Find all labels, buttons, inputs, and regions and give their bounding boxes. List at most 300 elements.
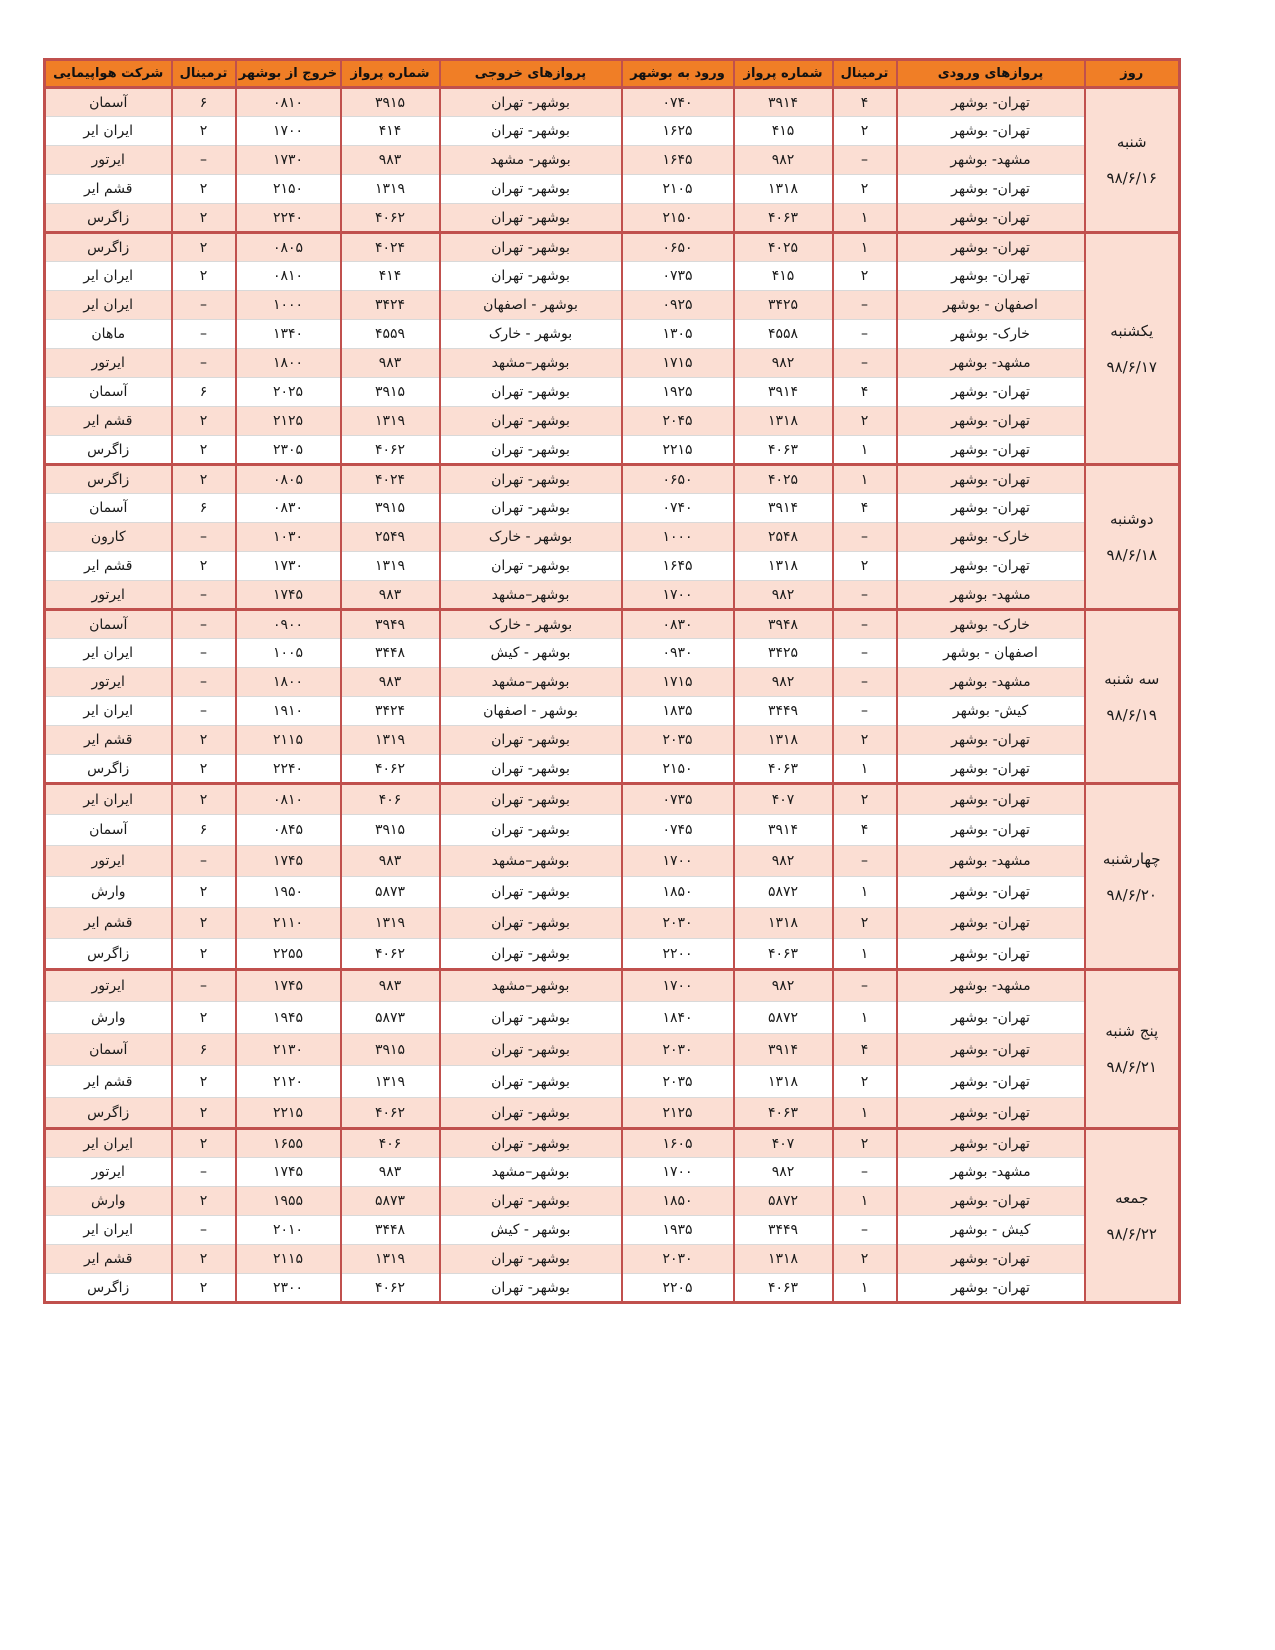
arrival-terminal-cell: ۲ bbox=[833, 552, 897, 581]
table-row bbox=[45, 407, 1180, 436]
departure-time-cell: ۱۷۰۰ bbox=[236, 117, 341, 146]
departure-route-cell: بوشهر–مشهد bbox=[440, 1158, 622, 1187]
day-cell bbox=[1085, 1129, 1180, 1303]
airline-cell: ایرتور bbox=[45, 1158, 172, 1187]
arrival-route-cell: تهران- بوشهر bbox=[897, 204, 1085, 233]
departure-time-cell: ۰۸۴۵ bbox=[236, 815, 341, 846]
departure-time-cell: ۱۸۰۰ bbox=[236, 349, 341, 378]
arrival-route-cell: خارک- بوشهر bbox=[897, 610, 1085, 639]
arrival-route-cell: اصفهان - بوشهر bbox=[897, 291, 1085, 320]
arrival-time-cell: ۲۰۴۵ bbox=[622, 407, 734, 436]
day-name: سه شنبه bbox=[1104, 669, 1160, 688]
airline-cell: زاگرس bbox=[45, 233, 172, 262]
departure-terminal-cell: ۲ bbox=[172, 1129, 236, 1158]
arrival-time-cell: ۱۰۰۰ bbox=[622, 523, 734, 552]
departure-flight-number-cell: ۴۰۶۲ bbox=[341, 204, 440, 233]
arrival-terminal-cell: ۱ bbox=[833, 436, 897, 465]
airline-cell: آسمان bbox=[45, 610, 172, 639]
departure-flight-number-cell: ۴۰۶ bbox=[341, 784, 440, 815]
departure-time-cell: ۱۷۴۵ bbox=[236, 846, 341, 877]
day-name: پنج شنبه bbox=[1105, 1022, 1159, 1040]
arrival-time-cell: ۲۰۳۰ bbox=[622, 1034, 734, 1066]
departure-route-cell: بوشهر- تهران bbox=[440, 1245, 622, 1274]
arrival-flight-number-cell: ۹۸۲ bbox=[734, 581, 833, 610]
departure-time-cell: ۲۱۱۵ bbox=[236, 726, 341, 755]
arrival-terminal-cell: ۲ bbox=[833, 784, 897, 815]
arrival-time-cell: ۱۷۰۰ bbox=[622, 1158, 734, 1187]
arrival-flight-number-cell: ۴۰۲۵ bbox=[734, 233, 833, 262]
departure-flight-number-cell: ۴۰۶۲ bbox=[341, 436, 440, 465]
departure-terminal-cell: – bbox=[172, 639, 236, 668]
table-row bbox=[45, 320, 1180, 349]
arrival-terminal-cell: – bbox=[833, 1158, 897, 1187]
departure-route-cell: بوشهر- تهران bbox=[440, 233, 622, 262]
departure-route-cell: بوشهر - خارک bbox=[440, 610, 622, 639]
table-row bbox=[45, 291, 1180, 320]
arrival-route-cell: تهران- بوشهر bbox=[897, 726, 1085, 755]
departure-terminal-cell: ۲ bbox=[172, 262, 236, 291]
arrival-route-cell: تهران- بوشهر bbox=[897, 436, 1085, 465]
departure-route-cell: بوشهر- تهران bbox=[440, 175, 622, 204]
arrival-flight-number-cell: ۱۳۱۸ bbox=[734, 552, 833, 581]
departure-time-cell: ۲۲۵۵ bbox=[236, 939, 341, 970]
departure-time-cell: ۱۰۳۰ bbox=[236, 523, 341, 552]
departure-time-cell: ۲۰۲۵ bbox=[236, 378, 341, 407]
airline-cell: آسمان bbox=[45, 494, 172, 523]
arrival-time-cell: ۲۲۱۵ bbox=[622, 436, 734, 465]
arrival-time-cell: ۲۰۳۰ bbox=[622, 908, 734, 939]
departure-flight-number-cell: ۳۹۱۵ bbox=[341, 494, 440, 523]
arrival-route-cell: تهران- بوشهر bbox=[897, 1034, 1085, 1066]
arrival-terminal-cell: ۲ bbox=[833, 175, 897, 204]
arrival-terminal-cell: ۴ bbox=[833, 88, 897, 117]
arrival-time-cell: ۰۹۳۰ bbox=[622, 639, 734, 668]
departure-time-cell: ۰۸۰۵ bbox=[236, 465, 341, 494]
airline-cell: ایران ایر bbox=[45, 784, 172, 815]
departure-terminal-cell: ۲ bbox=[172, 939, 236, 970]
table-row bbox=[45, 117, 1180, 146]
table-row bbox=[45, 726, 1180, 755]
arrival-time-cell: ۱۶۴۵ bbox=[622, 146, 734, 175]
departure-route-cell: بوشهر- تهران bbox=[440, 1274, 622, 1303]
departure-terminal-cell: – bbox=[172, 581, 236, 610]
day-name: چهارشنبه bbox=[1102, 849, 1161, 868]
arrival-route-cell: مشهد- بوشهر bbox=[897, 1158, 1085, 1187]
arrival-route-cell: مشهد- بوشهر bbox=[897, 349, 1085, 378]
arrival-flight-number-cell: ۳۴۲۵ bbox=[734, 291, 833, 320]
departure-time-cell: ۱۹۵۵ bbox=[236, 1187, 341, 1216]
departure-time-cell: ۱۳۴۰ bbox=[236, 320, 341, 349]
arrival-time-cell: ۱۷۰۰ bbox=[622, 581, 734, 610]
airline-cell: ایران ایر bbox=[45, 291, 172, 320]
arrival-route-cell: تهران- بوشهر bbox=[897, 1129, 1085, 1158]
arrival-terminal-cell: ۲ bbox=[833, 1245, 897, 1274]
departure-terminal-cell: – bbox=[172, 320, 236, 349]
table-row bbox=[45, 877, 1180, 908]
departure-time-cell: ۰۸۱۰ bbox=[236, 784, 341, 815]
arrival-flight-number-cell: ۱۳۱۸ bbox=[734, 908, 833, 939]
departure-terminal-cell: ۲ bbox=[172, 1098, 236, 1129]
airline-cell: وارش bbox=[45, 1187, 172, 1216]
airline-cell: ایران ایر bbox=[45, 697, 172, 726]
arrival-time-cell: ۰۷۴۰ bbox=[622, 88, 734, 117]
arrival-terminal-cell: ۲ bbox=[833, 262, 897, 291]
departure-route-cell: بوشهر–مشهد bbox=[440, 846, 622, 877]
arrival-flight-number-cell: ۹۸۲ bbox=[734, 146, 833, 175]
departure-terminal-cell: ۲ bbox=[172, 1274, 236, 1303]
departure-route-cell: بوشهر- تهران bbox=[440, 784, 622, 815]
arrival-time-cell: ۱۹۳۵ bbox=[622, 1216, 734, 1245]
table-row bbox=[45, 815, 1180, 846]
departure-flight-number-cell: ۳۴۴۸ bbox=[341, 1216, 440, 1245]
arrival-flight-number-cell: ۱۳۱۸ bbox=[734, 1066, 833, 1098]
arrival-time-cell: ۰۷۳۵ bbox=[622, 262, 734, 291]
departure-time-cell: ۲۳۰۵ bbox=[236, 436, 341, 465]
arrival-terminal-cell: ۱ bbox=[833, 1098, 897, 1129]
table-row bbox=[45, 146, 1180, 175]
arrival-terminal-cell: ۱ bbox=[833, 1187, 897, 1216]
table-row bbox=[45, 262, 1180, 291]
departure-route-cell: بوشهر- تهران bbox=[440, 262, 622, 291]
departure-terminal-cell: ۲ bbox=[172, 784, 236, 815]
day-cell bbox=[1085, 784, 1180, 970]
airline-cell: آسمان bbox=[45, 88, 172, 117]
departure-route-cell: بوشهر - کیش bbox=[440, 1216, 622, 1245]
table-row bbox=[45, 1129, 1180, 1158]
table-row bbox=[45, 1187, 1180, 1216]
departure-flight-number-cell: ۹۸۳ bbox=[341, 146, 440, 175]
arrival-route-cell: مشهد- بوشهر bbox=[897, 668, 1085, 697]
airline-cell: زاگرس bbox=[45, 1098, 172, 1129]
header-departure-terminal: ترمینال bbox=[172, 60, 236, 88]
arrival-route-cell: کیش- بوشهر bbox=[897, 697, 1085, 726]
airline-cell: ایرتور bbox=[45, 146, 172, 175]
departure-terminal-cell: ۲ bbox=[172, 908, 236, 939]
table-row bbox=[45, 1098, 1180, 1129]
arrival-route-cell: کیش - بوشهر bbox=[897, 1216, 1085, 1245]
day-name: دوشنبه bbox=[1109, 510, 1154, 528]
arrival-time-cell: ۱۷۱۵ bbox=[622, 668, 734, 697]
departure-flight-number-cell: ۱۳۱۹ bbox=[341, 726, 440, 755]
table-row bbox=[45, 939, 1180, 970]
departure-terminal-cell: ۲ bbox=[172, 233, 236, 262]
arrival-route-cell: تهران- بوشهر bbox=[897, 877, 1085, 908]
departure-time-cell: ۱۹۴۵ bbox=[236, 1002, 341, 1034]
arrival-terminal-cell: ۲ bbox=[833, 726, 897, 755]
departure-route-cell: بوشهر–مشهد bbox=[440, 970, 622, 1002]
arrival-flight-number-cell: ۱۳۱۸ bbox=[734, 726, 833, 755]
departure-time-cell: ۰۸۱۰ bbox=[236, 262, 341, 291]
day-cell bbox=[1085, 233, 1180, 465]
arrival-terminal-cell: ۲ bbox=[833, 117, 897, 146]
airline-cell: زاگرس bbox=[45, 939, 172, 970]
arrival-terminal-cell: – bbox=[833, 146, 897, 175]
departure-flight-number-cell: ۳۴۴۸ bbox=[341, 639, 440, 668]
departure-route-cell: بوشهر - خارک bbox=[440, 320, 622, 349]
departure-route-cell: بوشهر - خارک bbox=[440, 523, 622, 552]
arrival-time-cell: ۲۰۳۵ bbox=[622, 726, 734, 755]
arrival-flight-number-cell: ۳۹۱۴ bbox=[734, 1034, 833, 1066]
arrival-flight-number-cell: ۱۳۱۸ bbox=[734, 175, 833, 204]
day-cell bbox=[1085, 970, 1180, 1129]
arrival-terminal-cell: – bbox=[833, 846, 897, 877]
table-row bbox=[45, 581, 1180, 610]
arrival-route-cell: تهران- بوشهر bbox=[897, 1098, 1085, 1129]
arrival-route-cell: تهران- بوشهر bbox=[897, 1002, 1085, 1034]
arrival-terminal-cell: – bbox=[833, 523, 897, 552]
departure-time-cell: ۲۳۰۰ bbox=[236, 1274, 341, 1303]
airline-cell: زاگرس bbox=[45, 465, 172, 494]
arrival-route-cell: تهران- بوشهر bbox=[897, 88, 1085, 117]
departure-route-cell: بوشهر- تهران bbox=[440, 436, 622, 465]
table-row bbox=[45, 1034, 1180, 1066]
schedule-body bbox=[45, 88, 1180, 1303]
departure-route-cell: بوشهر - اصفهان bbox=[440, 697, 622, 726]
table-row bbox=[45, 494, 1180, 523]
departure-route-cell: بوشهر–مشهد bbox=[440, 349, 622, 378]
departure-terminal-cell: ۲ bbox=[172, 465, 236, 494]
arrival-flight-number-cell: ۴۰۶۳ bbox=[734, 939, 833, 970]
departure-time-cell: ۰۸۰۵ bbox=[236, 233, 341, 262]
departure-route-cell: بوشهر- تهران bbox=[440, 117, 622, 146]
arrival-terminal-cell: ۱ bbox=[833, 1002, 897, 1034]
airline-cell: آسمان bbox=[45, 1034, 172, 1066]
airline-cell: زاگرس bbox=[45, 204, 172, 233]
departure-time-cell: ۲۱۵۰ bbox=[236, 175, 341, 204]
table-row bbox=[45, 1066, 1180, 1098]
arrival-flight-number-cell: ۱۳۱۸ bbox=[734, 1245, 833, 1274]
departure-route-cell: بوشهر- تهران bbox=[440, 88, 622, 117]
departure-time-cell: ۱۰۰۵ bbox=[236, 639, 341, 668]
day-date: ۹۸/۶/۱۷ bbox=[1106, 357, 1157, 376]
arrival-flight-number-cell: ۹۸۲ bbox=[734, 970, 833, 1002]
day-cell bbox=[1085, 88, 1180, 233]
departure-time-cell: ۰۸۳۰ bbox=[236, 494, 341, 523]
arrival-route-cell: اصفهان - بوشهر bbox=[897, 639, 1085, 668]
departure-flight-number-cell: ۹۸۳ bbox=[341, 349, 440, 378]
table-row bbox=[45, 846, 1180, 877]
departure-flight-number-cell: ۵۸۷۳ bbox=[341, 877, 440, 908]
arrival-flight-number-cell: ۴۰۶۳ bbox=[734, 1098, 833, 1129]
arrival-time-cell: ۰۷۴۵ bbox=[622, 815, 734, 846]
table-row bbox=[45, 1002, 1180, 1034]
departure-terminal-cell: ۶ bbox=[172, 1034, 236, 1066]
day-cell bbox=[1085, 610, 1180, 784]
arrival-flight-number-cell: ۳۴۲۵ bbox=[734, 639, 833, 668]
day-name: جمعه bbox=[1115, 1188, 1149, 1207]
departure-flight-number-cell: ۹۸۳ bbox=[341, 581, 440, 610]
departure-route-cell: بوشهر- تهران bbox=[440, 1066, 622, 1098]
arrival-route-cell: تهران- بوشهر bbox=[897, 1187, 1085, 1216]
arrival-flight-number-cell: ۳۹۱۴ bbox=[734, 494, 833, 523]
table-row bbox=[45, 784, 1180, 815]
arrival-route-cell: تهران- بوشهر bbox=[897, 378, 1085, 407]
arrival-time-cell: ۰۹۲۵ bbox=[622, 291, 734, 320]
departure-terminal-cell: – bbox=[172, 1216, 236, 1245]
day-date: ۹۸/۶/۱۸ bbox=[1106, 546, 1157, 564]
arrival-terminal-cell: ۴ bbox=[833, 378, 897, 407]
header-arrival-route: پروازهای ورودی bbox=[897, 60, 1085, 88]
arrival-time-cell: ۱۸۵۰ bbox=[622, 1187, 734, 1216]
airline-cell: ایران ایر bbox=[45, 1129, 172, 1158]
departure-terminal-cell: ۶ bbox=[172, 378, 236, 407]
departure-route-cell: بوشهر- تهران bbox=[440, 755, 622, 784]
airline-cell: قشم ایر bbox=[45, 1066, 172, 1098]
airline-cell: ماهان bbox=[45, 320, 172, 349]
arrival-terminal-cell: ۴ bbox=[833, 1034, 897, 1066]
departure-route-cell: بوشهر- تهران bbox=[440, 908, 622, 939]
departure-time-cell: ۱۸۰۰ bbox=[236, 668, 341, 697]
header-arrival-flight-number: شماره پرواز bbox=[734, 60, 833, 88]
departure-flight-number-cell: ۴۰۶۲ bbox=[341, 939, 440, 970]
arrival-flight-number-cell: ۴۱۵ bbox=[734, 117, 833, 146]
arrival-terminal-cell: – bbox=[833, 291, 897, 320]
arrival-time-cell: ۱۶۰۵ bbox=[622, 1129, 734, 1158]
table-row bbox=[45, 1158, 1180, 1187]
departure-route-cell: بوشهر - کیش bbox=[440, 639, 622, 668]
arrival-route-cell: تهران- بوشهر bbox=[897, 1274, 1085, 1303]
arrival-flight-number-cell: ۴۰۷ bbox=[734, 1129, 833, 1158]
departure-time-cell: ۲۱۲۵ bbox=[236, 407, 341, 436]
departure-terminal-cell: – bbox=[172, 349, 236, 378]
day-cell bbox=[1085, 465, 1180, 610]
arrival-route-cell: مشهد- بوشهر bbox=[897, 970, 1085, 1002]
departure-flight-number-cell: ۳۹۱۵ bbox=[341, 815, 440, 846]
departure-route-cell: بوشهر- تهران bbox=[440, 1034, 622, 1066]
day-date: ۹۸/۶/۲۰ bbox=[1106, 885, 1157, 904]
arrival-time-cell: ۱۶۴۵ bbox=[622, 552, 734, 581]
arrival-terminal-cell: – bbox=[833, 349, 897, 378]
departure-time-cell: ۲۱۱۰ bbox=[236, 908, 341, 939]
departure-flight-number-cell: ۱۳۱۹ bbox=[341, 1066, 440, 1098]
arrival-flight-number-cell: ۳۹۱۴ bbox=[734, 88, 833, 117]
departure-route-cell: بوشهر- تهران bbox=[440, 494, 622, 523]
arrival-flight-number-cell: ۴۰۷ bbox=[734, 784, 833, 815]
arrival-flight-number-cell: ۱۳۱۸ bbox=[734, 407, 833, 436]
departure-flight-number-cell: ۹۸۳ bbox=[341, 970, 440, 1002]
table-row bbox=[45, 1245, 1180, 1274]
arrival-route-cell: تهران- بوشهر bbox=[897, 1066, 1085, 1098]
arrival-flight-number-cell: ۹۸۲ bbox=[734, 1158, 833, 1187]
table-row bbox=[45, 610, 1180, 639]
arrival-terminal-cell: – bbox=[833, 581, 897, 610]
flight-schedule-table bbox=[43, 58, 1181, 1304]
arrival-time-cell: ۲۲۰۵ bbox=[622, 1274, 734, 1303]
departure-time-cell: ۱۷۳۰ bbox=[236, 552, 341, 581]
departure-time-cell: ۱۷۴۵ bbox=[236, 970, 341, 1002]
departure-route-cell: بوشهر- تهران bbox=[440, 726, 622, 755]
arrival-time-cell: ۰۷۴۰ bbox=[622, 494, 734, 523]
airline-cell: قشم ایر bbox=[45, 726, 172, 755]
arrival-route-cell: تهران- بوشهر bbox=[897, 784, 1085, 815]
departure-route-cell: بوشهر- تهران bbox=[440, 1098, 622, 1129]
airline-cell: ایرتور bbox=[45, 581, 172, 610]
departure-terminal-cell: ۲ bbox=[172, 877, 236, 908]
arrival-time-cell: ۲۰۳۰ bbox=[622, 1245, 734, 1274]
departure-terminal-cell: – bbox=[172, 610, 236, 639]
header-day: روز bbox=[1085, 60, 1180, 88]
airline-cell: ایرتور bbox=[45, 349, 172, 378]
arrival-flight-number-cell: ۹۸۲ bbox=[734, 668, 833, 697]
departure-time-cell: ۲۱۲۰ bbox=[236, 1066, 341, 1098]
departure-route-cell: بوشهر- تهران bbox=[440, 204, 622, 233]
arrival-route-cell: تهران- بوشهر bbox=[897, 755, 1085, 784]
arrival-route-cell: خارک- بوشهر bbox=[897, 523, 1085, 552]
departure-route-cell: بوشهر- تهران bbox=[440, 1129, 622, 1158]
header-arrival-terminal: ترمینال bbox=[833, 60, 897, 88]
arrival-time-cell: ۰۶۵۰ bbox=[622, 233, 734, 262]
arrival-terminal-cell: ۲ bbox=[833, 1129, 897, 1158]
airline-cell: آسمان bbox=[45, 378, 172, 407]
airline-cell: کارون bbox=[45, 523, 172, 552]
departure-flight-number-cell: ۱۳۱۹ bbox=[341, 1245, 440, 1274]
departure-terminal-cell: ۲ bbox=[172, 755, 236, 784]
arrival-terminal-cell: – bbox=[833, 639, 897, 668]
arrival-time-cell: ۰۸۳۰ bbox=[622, 610, 734, 639]
departure-route-cell: بوشهر- مشهد bbox=[440, 146, 622, 175]
departure-time-cell: ۲۲۴۰ bbox=[236, 204, 341, 233]
arrival-terminal-cell: – bbox=[833, 610, 897, 639]
departure-time-cell: ۱۹۱۰ bbox=[236, 697, 341, 726]
table-row bbox=[45, 639, 1180, 668]
airline-cell: قشم ایر bbox=[45, 407, 172, 436]
arrival-route-cell: تهران- بوشهر bbox=[897, 939, 1085, 970]
departure-flight-number-cell: ۴۰۶ bbox=[341, 1129, 440, 1158]
arrival-terminal-cell: ۴ bbox=[833, 815, 897, 846]
arrival-terminal-cell: ۴ bbox=[833, 494, 897, 523]
table-row bbox=[45, 349, 1180, 378]
arrival-flight-number-cell: ۴۰۲۵ bbox=[734, 465, 833, 494]
arrival-time-cell: ۱۷۰۰ bbox=[622, 846, 734, 877]
departure-terminal-cell: – bbox=[172, 523, 236, 552]
day-date: ۹۸/۶/۲۱ bbox=[1106, 1058, 1157, 1076]
airline-cell: قشم ایر bbox=[45, 175, 172, 204]
arrival-route-cell: مشهد- بوشهر bbox=[897, 581, 1085, 610]
departure-time-cell: ۰۹۰۰ bbox=[236, 610, 341, 639]
arrival-route-cell: مشهد- بوشهر bbox=[897, 146, 1085, 175]
departure-time-cell: ۲۲۱۵ bbox=[236, 1098, 341, 1129]
header-departure-route: پروازهای خروجی bbox=[440, 60, 622, 88]
arrival-terminal-cell: – bbox=[833, 668, 897, 697]
arrival-time-cell: ۲۱۰۵ bbox=[622, 175, 734, 204]
arrival-terminal-cell: ۱ bbox=[833, 1274, 897, 1303]
arrival-flight-number-cell: ۴۰۶۳ bbox=[734, 755, 833, 784]
departure-terminal-cell: ۶ bbox=[172, 494, 236, 523]
arrival-terminal-cell: – bbox=[833, 1216, 897, 1245]
departure-flight-number-cell: ۳۹۱۵ bbox=[341, 378, 440, 407]
arrival-terminal-cell: – bbox=[833, 697, 897, 726]
airline-cell: قشم ایر bbox=[45, 1245, 172, 1274]
departure-route-cell: بوشهر- تهران bbox=[440, 815, 622, 846]
arrival-time-cell: ۲۱۲۵ bbox=[622, 1098, 734, 1129]
airline-cell: ایران ایر bbox=[45, 639, 172, 668]
departure-flight-number-cell: ۲۵۴۹ bbox=[341, 523, 440, 552]
arrival-flight-number-cell: ۹۸۲ bbox=[734, 349, 833, 378]
departure-terminal-cell: ۶ bbox=[172, 88, 236, 117]
departure-time-cell: ۱۹۵۰ bbox=[236, 877, 341, 908]
arrival-flight-number-cell: ۳۴۴۹ bbox=[734, 1216, 833, 1245]
departure-route-cell: بوشهر–مشهد bbox=[440, 668, 622, 697]
table-row bbox=[45, 1216, 1180, 1245]
table-row bbox=[45, 378, 1180, 407]
table-row bbox=[45, 436, 1180, 465]
header-row bbox=[45, 60, 1180, 88]
departure-flight-number-cell: ۳۴۲۴ bbox=[341, 697, 440, 726]
departure-terminal-cell: ۶ bbox=[172, 815, 236, 846]
departure-time-cell: ۲۱۱۵ bbox=[236, 1245, 341, 1274]
arrival-time-cell: ۱۹۲۵ bbox=[622, 378, 734, 407]
airline-cell: ایران ایر bbox=[45, 262, 172, 291]
